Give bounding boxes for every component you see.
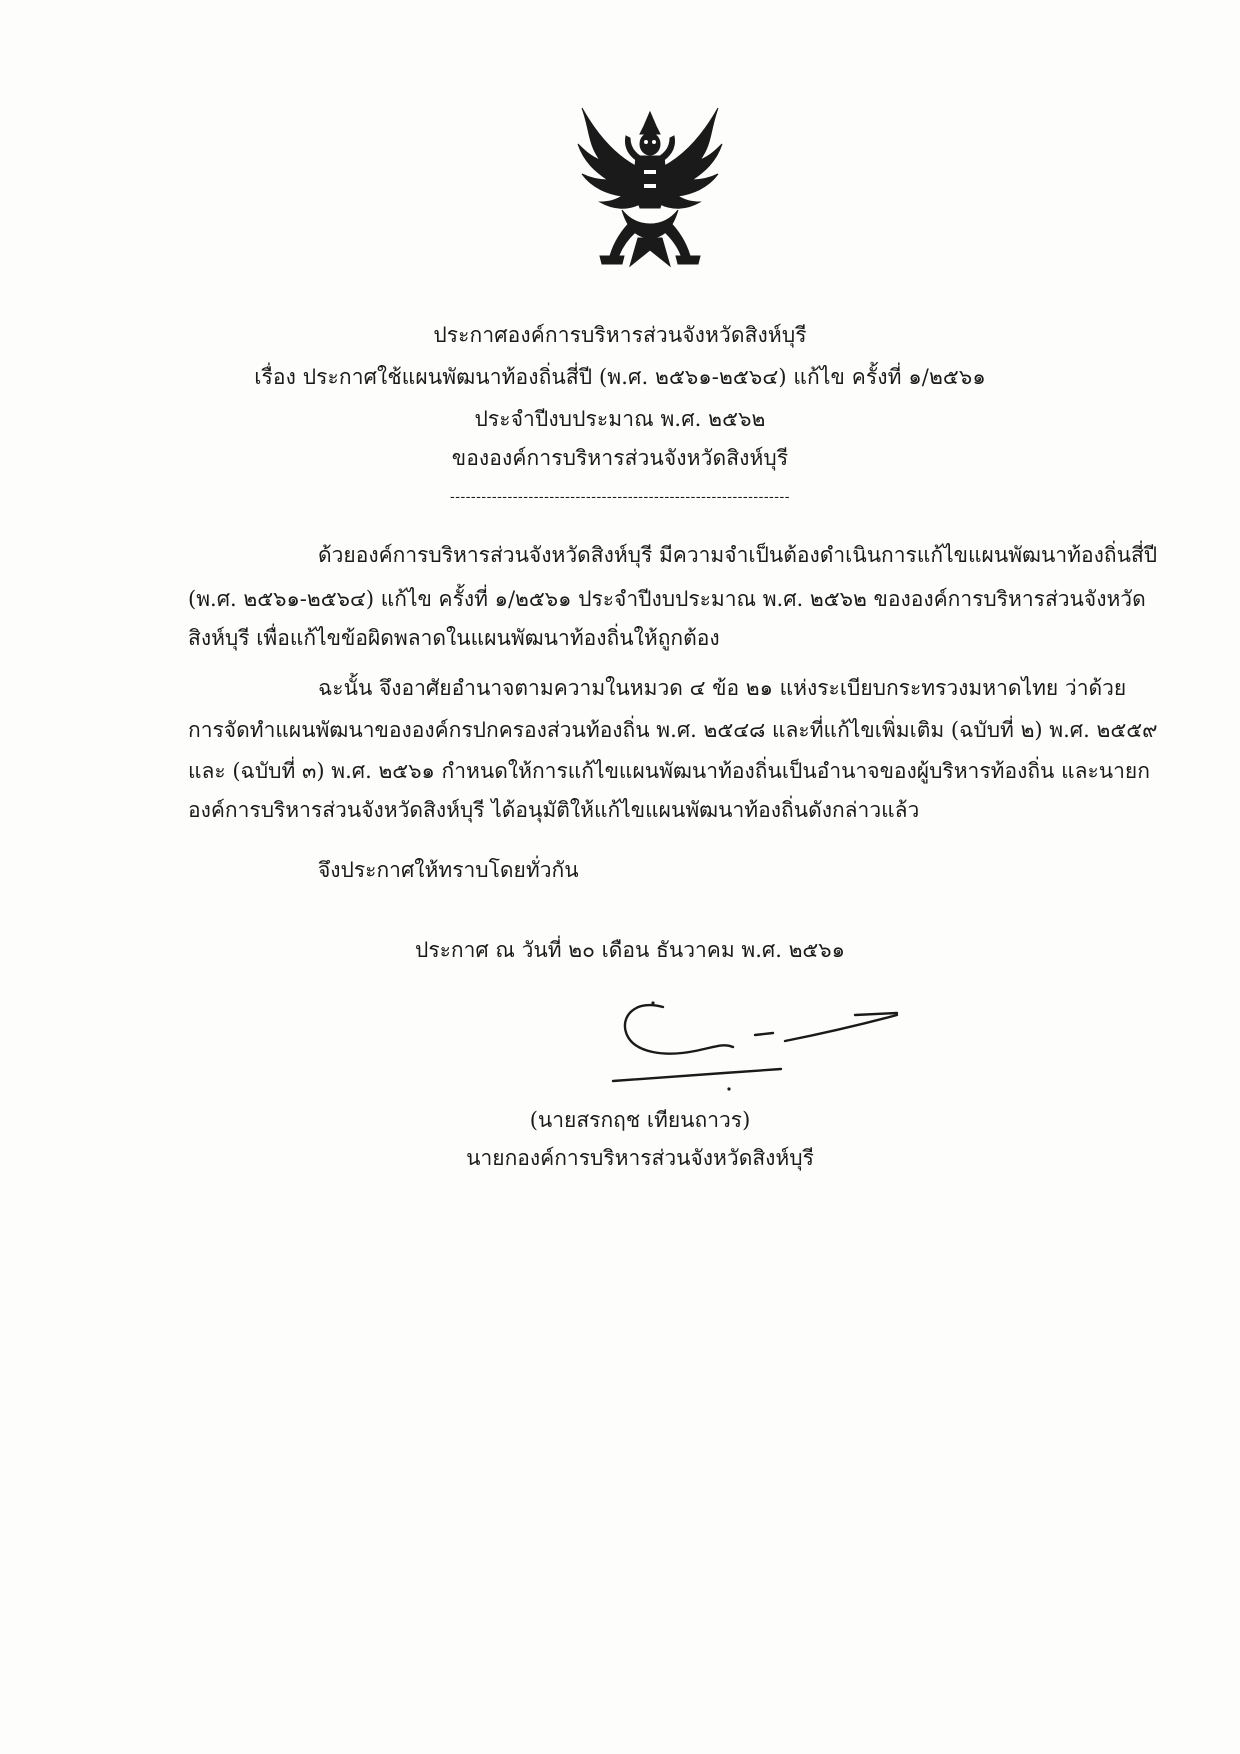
paragraph-2-line-2: การจัดทำแผนพัฒนาขององค์กรปกครองส่วนท้องถิ่น พ.ศ. ๒๕๔๘ และที่แก้ไขเพิ่มเติม (ฉบับที่ ๒) พ.ศ. ๒๕๕๙ bbox=[188, 718, 1158, 742]
signatory-title: นายกองค์การบริหารส่วนจังหวัดสิงห์บุรี bbox=[466, 1146, 814, 1170]
handwritten-signature bbox=[605, 995, 905, 1095]
paragraph-1-line-2: (พ.ศ. ๒๕๖๑-๒๕๖๔) แก้ไข ครั้งที่ ๑/๒๕๖๑ ประจำปีงบประมาณ พ.ศ. ๒๕๖๒ ขององค์การบริหารส่วนจังหวัด bbox=[188, 587, 1146, 611]
paragraph-2-line-4: องค์การบริหารส่วนจังหวัดสิงห์บุรี ได้อนุมัติให้แก้ไขแผนพัฒนาท้องถิ่นดังกล่าวแล้ว bbox=[188, 798, 920, 822]
announcement-fiscal-year: ประจำปีงบประมาณ พ.ศ. ๒๕๖๒ bbox=[474, 407, 766, 431]
announcement-date: ประกาศ ณ วันที่ ๒๐ เดือน ธันวาคม พ.ศ. ๒๕๖๑ bbox=[415, 938, 845, 962]
announcement-organization: ขององค์การบริหารส่วนจังหวัดสิงห์บุรี bbox=[451, 446, 789, 470]
paragraph-1-line-1: ด้วยองค์การบริหารส่วนจังหวัดสิงห์บุรี มีความจำเป็นต้องดำเนินการแก้ไขแผนพัฒนาท้องถิ่นสี่ปี bbox=[318, 543, 1158, 567]
garuda-emblem bbox=[560, 100, 740, 280]
announcement-subject: เรื่อง ประกาศใช้แผนพัฒนาท้องถิ่นสี่ปี (พ.ศ. ๒๕๖๑-๒๕๖๔) แก้ไข ครั้งที่ ๑/๒๕๖๑ bbox=[254, 365, 986, 389]
paragraph-2-line-3: และ (ฉบับที่ ๓) พ.ศ. ๒๕๖๑ กำหนดให้การแก้ไขแผนพัฒนาท้องถิ่นเป็นอำนาจของผู้บริหารท้องถิ่น และนายก bbox=[188, 759, 1150, 783]
announcement-title: ประกาศองค์การบริหารส่วนจังหวัดสิงห์บุรี bbox=[433, 323, 807, 347]
paragraph-2-line-1: ฉะนั้น จึงอาศัยอำนาจตามความในหมวด ๔ ข้อ ๒๑ แห่งระเบียบกระทรวงมหาดไทย ว่าด้วย bbox=[318, 676, 1127, 700]
paragraph-1-line-3: สิงห์บุรี เพื่อแก้ไขข้อผิดพลาดในแผนพัฒนาท้องถิ่นให้ถูกต้อง bbox=[188, 626, 720, 650]
paragraph-3: จึงประกาศให้ทราบโดยทั่วกัน bbox=[318, 858, 579, 882]
header-separator: ----------------------------------------------------------------- bbox=[450, 489, 790, 505]
signatory-name: (นายสรกฤช เทียนถาวร) bbox=[529, 1108, 751, 1132]
